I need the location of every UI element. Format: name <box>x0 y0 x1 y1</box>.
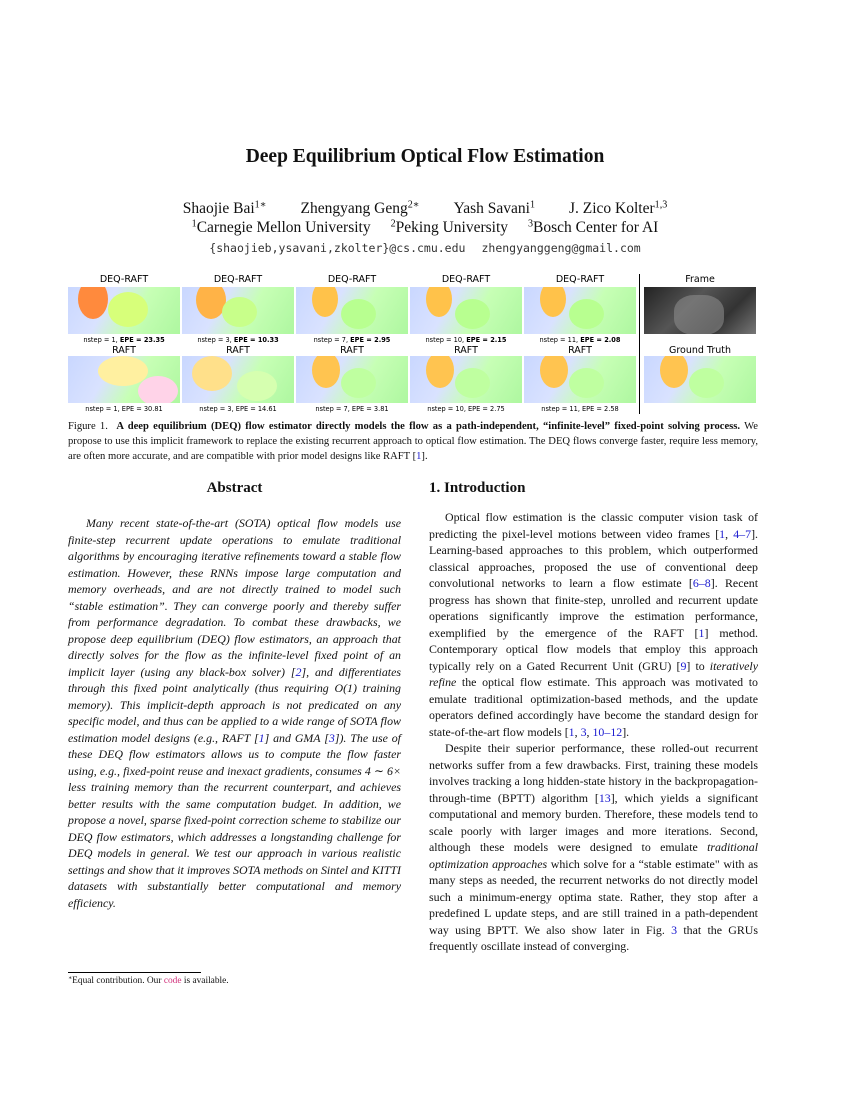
frame-image <box>644 287 756 334</box>
author: Yash Savani$^1$ <box>453 199 535 217</box>
deq-raft-label: DEQ-RAFT <box>555 274 605 285</box>
deq-raft-label: DEQ-RAFT <box>213 274 263 285</box>
citation-link[interactable]: 1 <box>568 724 575 739</box>
raft-flow-image <box>296 356 408 403</box>
paper-title: Deep Equilibrium Optical Flow Estimation <box>245 146 605 167</box>
deq-raft-label: DEQ-RAFT <box>441 274 491 285</box>
deq-raft-label: DEQ-RAFT <box>99 274 149 285</box>
email: {shaojieb,ysavani,zkolter}@cs.cmu.edu <box>209 241 466 255</box>
raft-step-caption: nstep = 3, EPE = 14.61 <box>199 405 277 413</box>
raft-flow-image <box>68 356 180 403</box>
citation-link[interactable]: 3 <box>580 724 587 739</box>
citation-link[interactable]: 1 <box>416 451 422 462</box>
ground-truth-label: Ground Truth <box>668 345 732 356</box>
affiliation: $^1$Carnegie Mellon University <box>191 218 371 236</box>
figure-1 <box>68 272 758 414</box>
deq-flow-image <box>68 287 180 334</box>
frame-label: Frame <box>685 274 715 285</box>
ground-truth-image <box>644 356 756 403</box>
footnote: ∗Equal contribution. Our code is available. <box>68 975 229 986</box>
intro-paragraph: Optical flow estimation is the classic computer vision task of predicting the pixel-level motions between video frames [1, 4–7]. Learning-based approaches to this problem, which outperformed classical approaches, proposed the use of conventional deep convolutional networks to learn a flow estimate [6–8]. Recent progress has shown that finite-step, unrolled and recurrent update operations significantly improve the estimation performance, exemplified by the emergence of the RAFT [1] method. Contemporary optical flow models that employ this approach typically rely on a Gated Recurrent Unit (GRU) [9] to iteratively refine the optical flow estimate. This approach was motivated to emulate traditional optimization-based methods, and the update operators defined accordingly have become the standard design for state-of-the-art flow models [1, 3, 10–12]. <box>429 510 758 739</box>
citation-link[interactable]: 1 <box>719 526 726 541</box>
citation-link[interactable]: 10–12 <box>592 724 623 739</box>
deq-step-caption: nstep = 11, EPE = 2.08 <box>539 336 621 344</box>
deq-flow-image <box>410 287 522 334</box>
deq-step-caption: nstep = 3, EPE = 10.33 <box>197 336 279 344</box>
citation-link[interactable]: 4–7 <box>733 526 752 541</box>
citation-link[interactable]: 6–8 <box>692 576 711 590</box>
raft-step-caption: nstep = 10, EPE = 2.75 <box>427 405 505 413</box>
affiliation: $^3$Bosch Center for AI <box>528 218 659 236</box>
deq-step-caption: nstep = 10, EPE = 2.15 <box>425 336 507 344</box>
abstract-body: Many recent state-of-the-art (SOTA) optical flow models use finite-step recurrent update operations to emulate traditional algorithms by encouraging iterative refinements toward a stable flow estimation. However, these RNNs impose large computation and memory overheads, and are not directly trained to model such “stable estimation”. They can converge poorly and thereby suffer from performance degradation. To combat these drawbacks, we propose deep equilibrium (DEQ) flow estimators, an approach that directly solves for the flow as the infinite-level fixed point of an implicit layer (using any black-box solver) [2], and differentiates through this fixed point analytically (thus requiring O(1) training memory). This implicit-depth approach is not predicated on any specific model, and thus can be applied to a wide range of SOTA flow estimation model designs (e.g., RAFT [1] and GMA [3]). The use of these DEQ flow estimators allows us to compute the flow faster using, e.g., fixed-point reuse and inexact gradients, consumes 4 ∼ 6× less training memory than the recurrent counterpart, and achieves better results with the same computation budget. In addition, we propose a novel, sparse fixed-point correction scheme to stabilize our DEQ flow estimators, which addresses a longstanding challenge for DEQ models in general. We test our approach in various realistic settings and show that it improves SOTA methods on Sintel and KITTI datasets with substantially better computational and memory efficiency. <box>68 516 402 910</box>
deq-flow-image <box>296 287 408 334</box>
raft-flow-image <box>524 356 636 403</box>
citation-link[interactable]: 1 <box>698 625 705 640</box>
raft-label: RAFT <box>340 345 364 356</box>
code-link[interactable]: code <box>163 976 182 986</box>
raft-flow-image <box>410 356 522 403</box>
raft-label: RAFT <box>454 345 478 356</box>
email-line <box>0 241 850 255</box>
citation-link[interactable]: 1 <box>258 730 265 745</box>
raft-label: RAFT <box>112 345 136 356</box>
citation-link[interactable]: 13 <box>598 790 611 805</box>
abstract-heading: Abstract <box>206 480 263 496</box>
author-list <box>0 200 850 218</box>
figure-link[interactable]: 3 <box>671 922 678 937</box>
deq-flow-image <box>524 287 636 334</box>
intro-body <box>429 509 758 955</box>
raft-step-caption: nstep = 1, EPE = 30.81 <box>85 405 163 413</box>
footnote-rule <box>68 972 201 973</box>
citation-link[interactable]: 3 <box>328 730 335 745</box>
affiliation-list <box>0 219 850 237</box>
raft-step-caption: nstep = 11, EPE = 2.58 <box>541 405 619 413</box>
author: Shaojie Bai$^{1∗}$ <box>182 199 267 217</box>
figure-caption: Figure 1. A deep equilibrium (DEQ) flow estimator directly models the flow as a path-independent, “infinite-level” fixed-point solving process. We propose to use this implicit framework to replace the existing recurrent approach to optical flow estimation. The DEQ flows converge faster, require less memory, are often more accurate, and are compatible with prior model designs like RAFT [1]. <box>68 421 758 462</box>
figure-divider <box>639 274 640 414</box>
email: zhengyanggeng@gmail.com <box>481 241 641 255</box>
citation-link[interactable]: 2 <box>295 664 302 679</box>
intro-heading: 1. Introduction <box>429 480 526 496</box>
affiliation: $^2$Peking University <box>390 218 509 236</box>
intro-paragraph: Despite their superior performance, these rolled-out recurrent networks suffer from a few drawbacks. First, training these models involves tracking a long hidden-state history in the backpropagation-through-time (BPTT) algorithm [13], which yields a significant computational and memory burden. Therefore, these models tend to scale poorly with larger images and more iterations. Second, although these models were designed to emulate traditional optimization approaches which solve for a “stable estimate" with as many steps as needed, the recurrent networks do not directly model such a minimum-energy optima state. Rather, they stop after a predefined L update steps, and are still trained in a path-dependent way using BPTT. We also show later in Fig. 3 that the GRUs frequently oscillate instead of converging. <box>429 741 758 953</box>
raft-step-caption: nstep = 7, EPE = 3.81 <box>315 405 389 413</box>
raft-flow-image <box>182 356 294 403</box>
raft-label: RAFT <box>226 345 250 356</box>
author: Zhengyang Geng$^{2∗}$ <box>300 199 420 217</box>
deq-step-caption: nstep = 7, EPE = 2.95 <box>313 336 391 344</box>
author: J. Zico Kolter$^{1,3}$ <box>569 199 668 217</box>
deq-flow-image <box>182 287 294 334</box>
citation-link[interactable]: 9 <box>680 658 687 673</box>
deq-raft-label: DEQ-RAFT <box>327 274 377 285</box>
deq-step-caption: nstep = 1, EPE = 23.35 <box>83 336 165 344</box>
raft-label: RAFT <box>568 345 592 356</box>
